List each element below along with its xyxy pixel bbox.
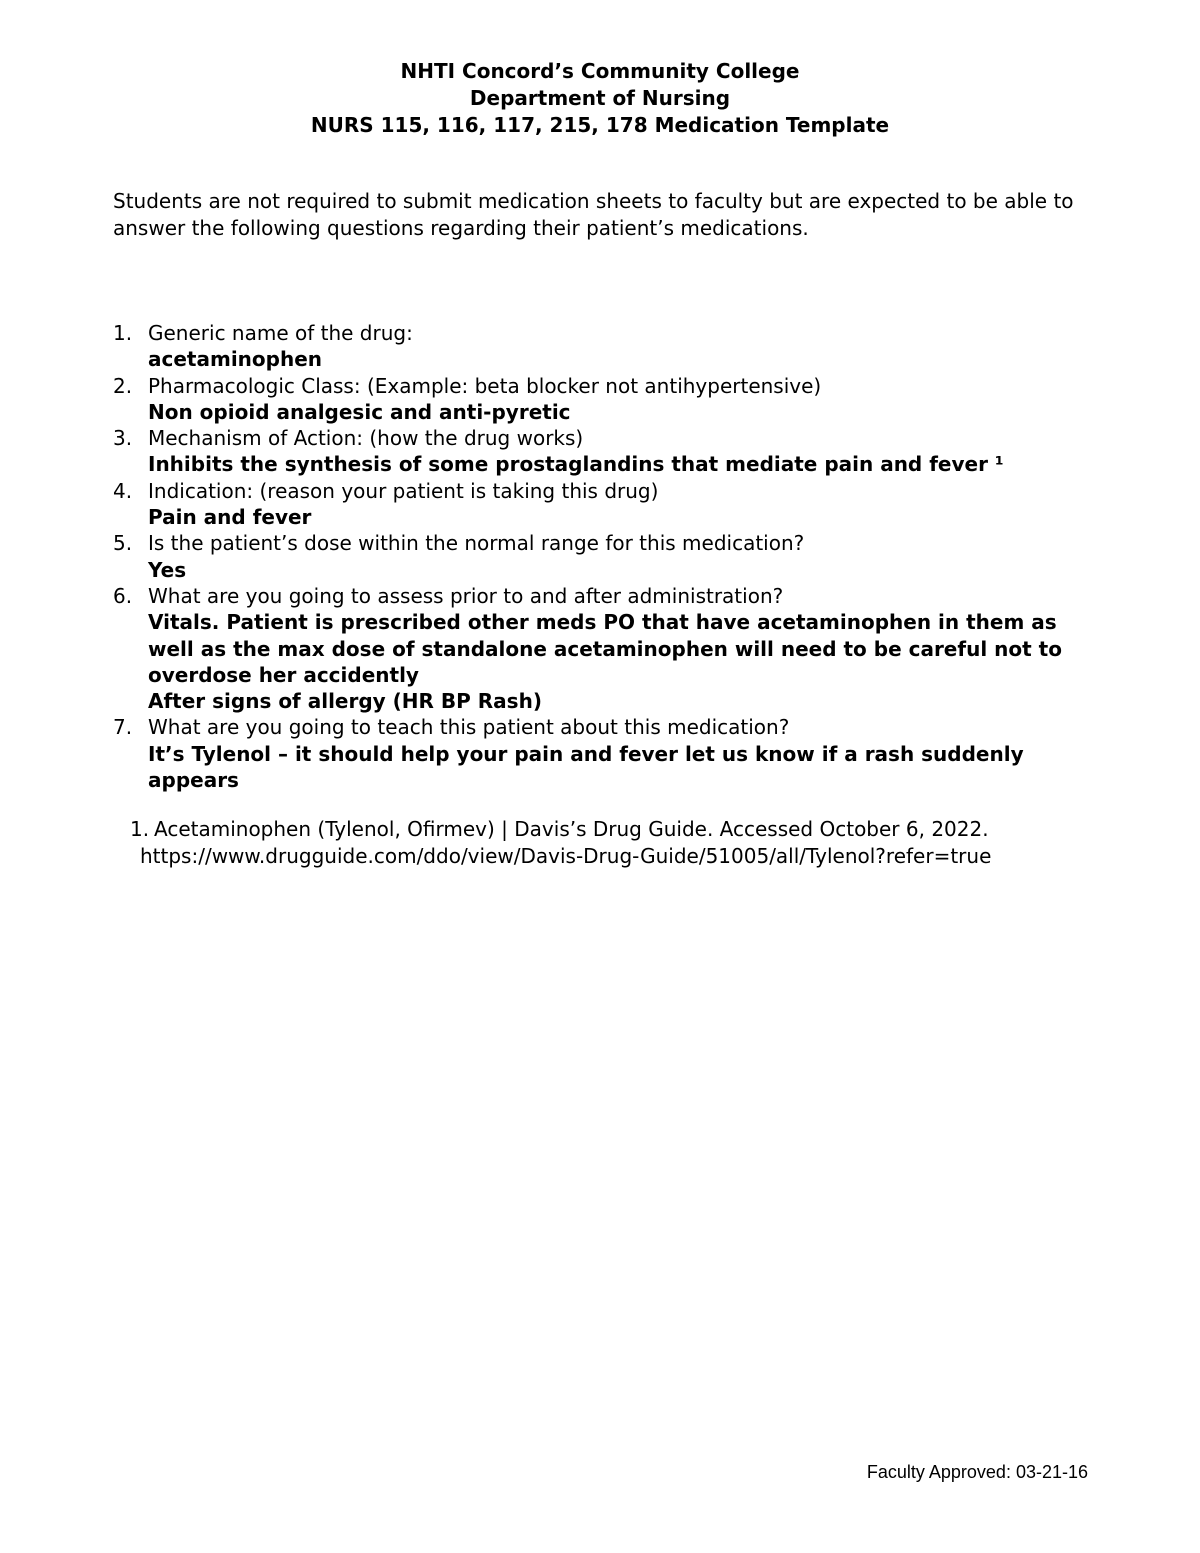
question-item-6 [113,583,1103,714]
intro-paragraph: Students are not required to submit medication sheets to faculty but are expected to be able to answer the following questions regarding their patient’s medications. [113,189,1074,240]
question-text: What are you going to teach this patient about this medication? [148,715,790,740]
question-text: Pharmacologic Class: (Example: beta blocker not antihypertensive) [148,373,822,398]
answer-text: Non opioid analgesic and anti-pyretic [148,399,571,424]
question-item-3 [113,425,1103,478]
question-number: 7. [113,715,133,740]
question-text: Indication: (reason your patient is taking this drug) [148,478,659,503]
question-number: 5. [113,531,133,556]
question-text: Mechanism of Action: (how the drug works) [148,426,584,451]
answer-text: It’s Tylenol – it should help your pain and fever let us know if a rash suddenly appears [148,741,1024,793]
answer-text: After signs of allergy (HR BP Rash) [148,689,542,714]
faculty-approved-footer: Faculty Approved: 03-21-16 [866,1462,1088,1482]
question-text: Is the patient’s dose within the normal range for this medication? [148,531,805,556]
reference-entry [130,816,1120,870]
question-number: 3. [113,426,133,451]
reference-url: https://www.drugguide.com/ddo/view/Davis-Drug-Guide/51005/all/Tylenol?refer=true [140,844,992,868]
question-number: 2. [113,373,133,398]
template-title: NURS 115, 116, 117, 215, 178 Medication Template [310,113,890,137]
reference-number: 1. [130,817,150,841]
question-number: 1. [113,321,133,345]
question-item-4 [113,478,1103,531]
question-text: Generic name of the drug: [148,321,413,345]
answer-text: acetaminophen [148,347,323,372]
question-number: 4. [113,478,133,503]
question-list [113,320,1103,793]
question-number: 6. [113,583,133,608]
department-name: Department of Nursing [469,86,731,110]
document-header [0,58,1200,139]
question-item-5 [113,530,1103,583]
question-item-2 [113,373,1103,426]
answer-text: Pain and fever [148,505,312,530]
question-item-1 [113,320,1103,373]
answer-text: Inhibits the synthesis of some prostaglandins that mediate pain and fever ¹ [148,452,1004,477]
college-name: NHTI Concord’s Community College [400,59,800,83]
reference-citation: Acetaminophen (Tylenol, Ofirmev) | Davis’s Drug Guide. Accessed October 6, 2022. [154,817,989,841]
answer-text: Vitals. Patient is prescribed other meds PO that have acetaminophen in them as well as the max dose of standalone acetaminophen will need to be careful not to overdose her accidently [148,610,1062,687]
answer-text: Yes [148,557,187,582]
question-text: What are you going to assess prior to and after administration? [148,583,784,608]
question-item-7 [113,714,1103,793]
